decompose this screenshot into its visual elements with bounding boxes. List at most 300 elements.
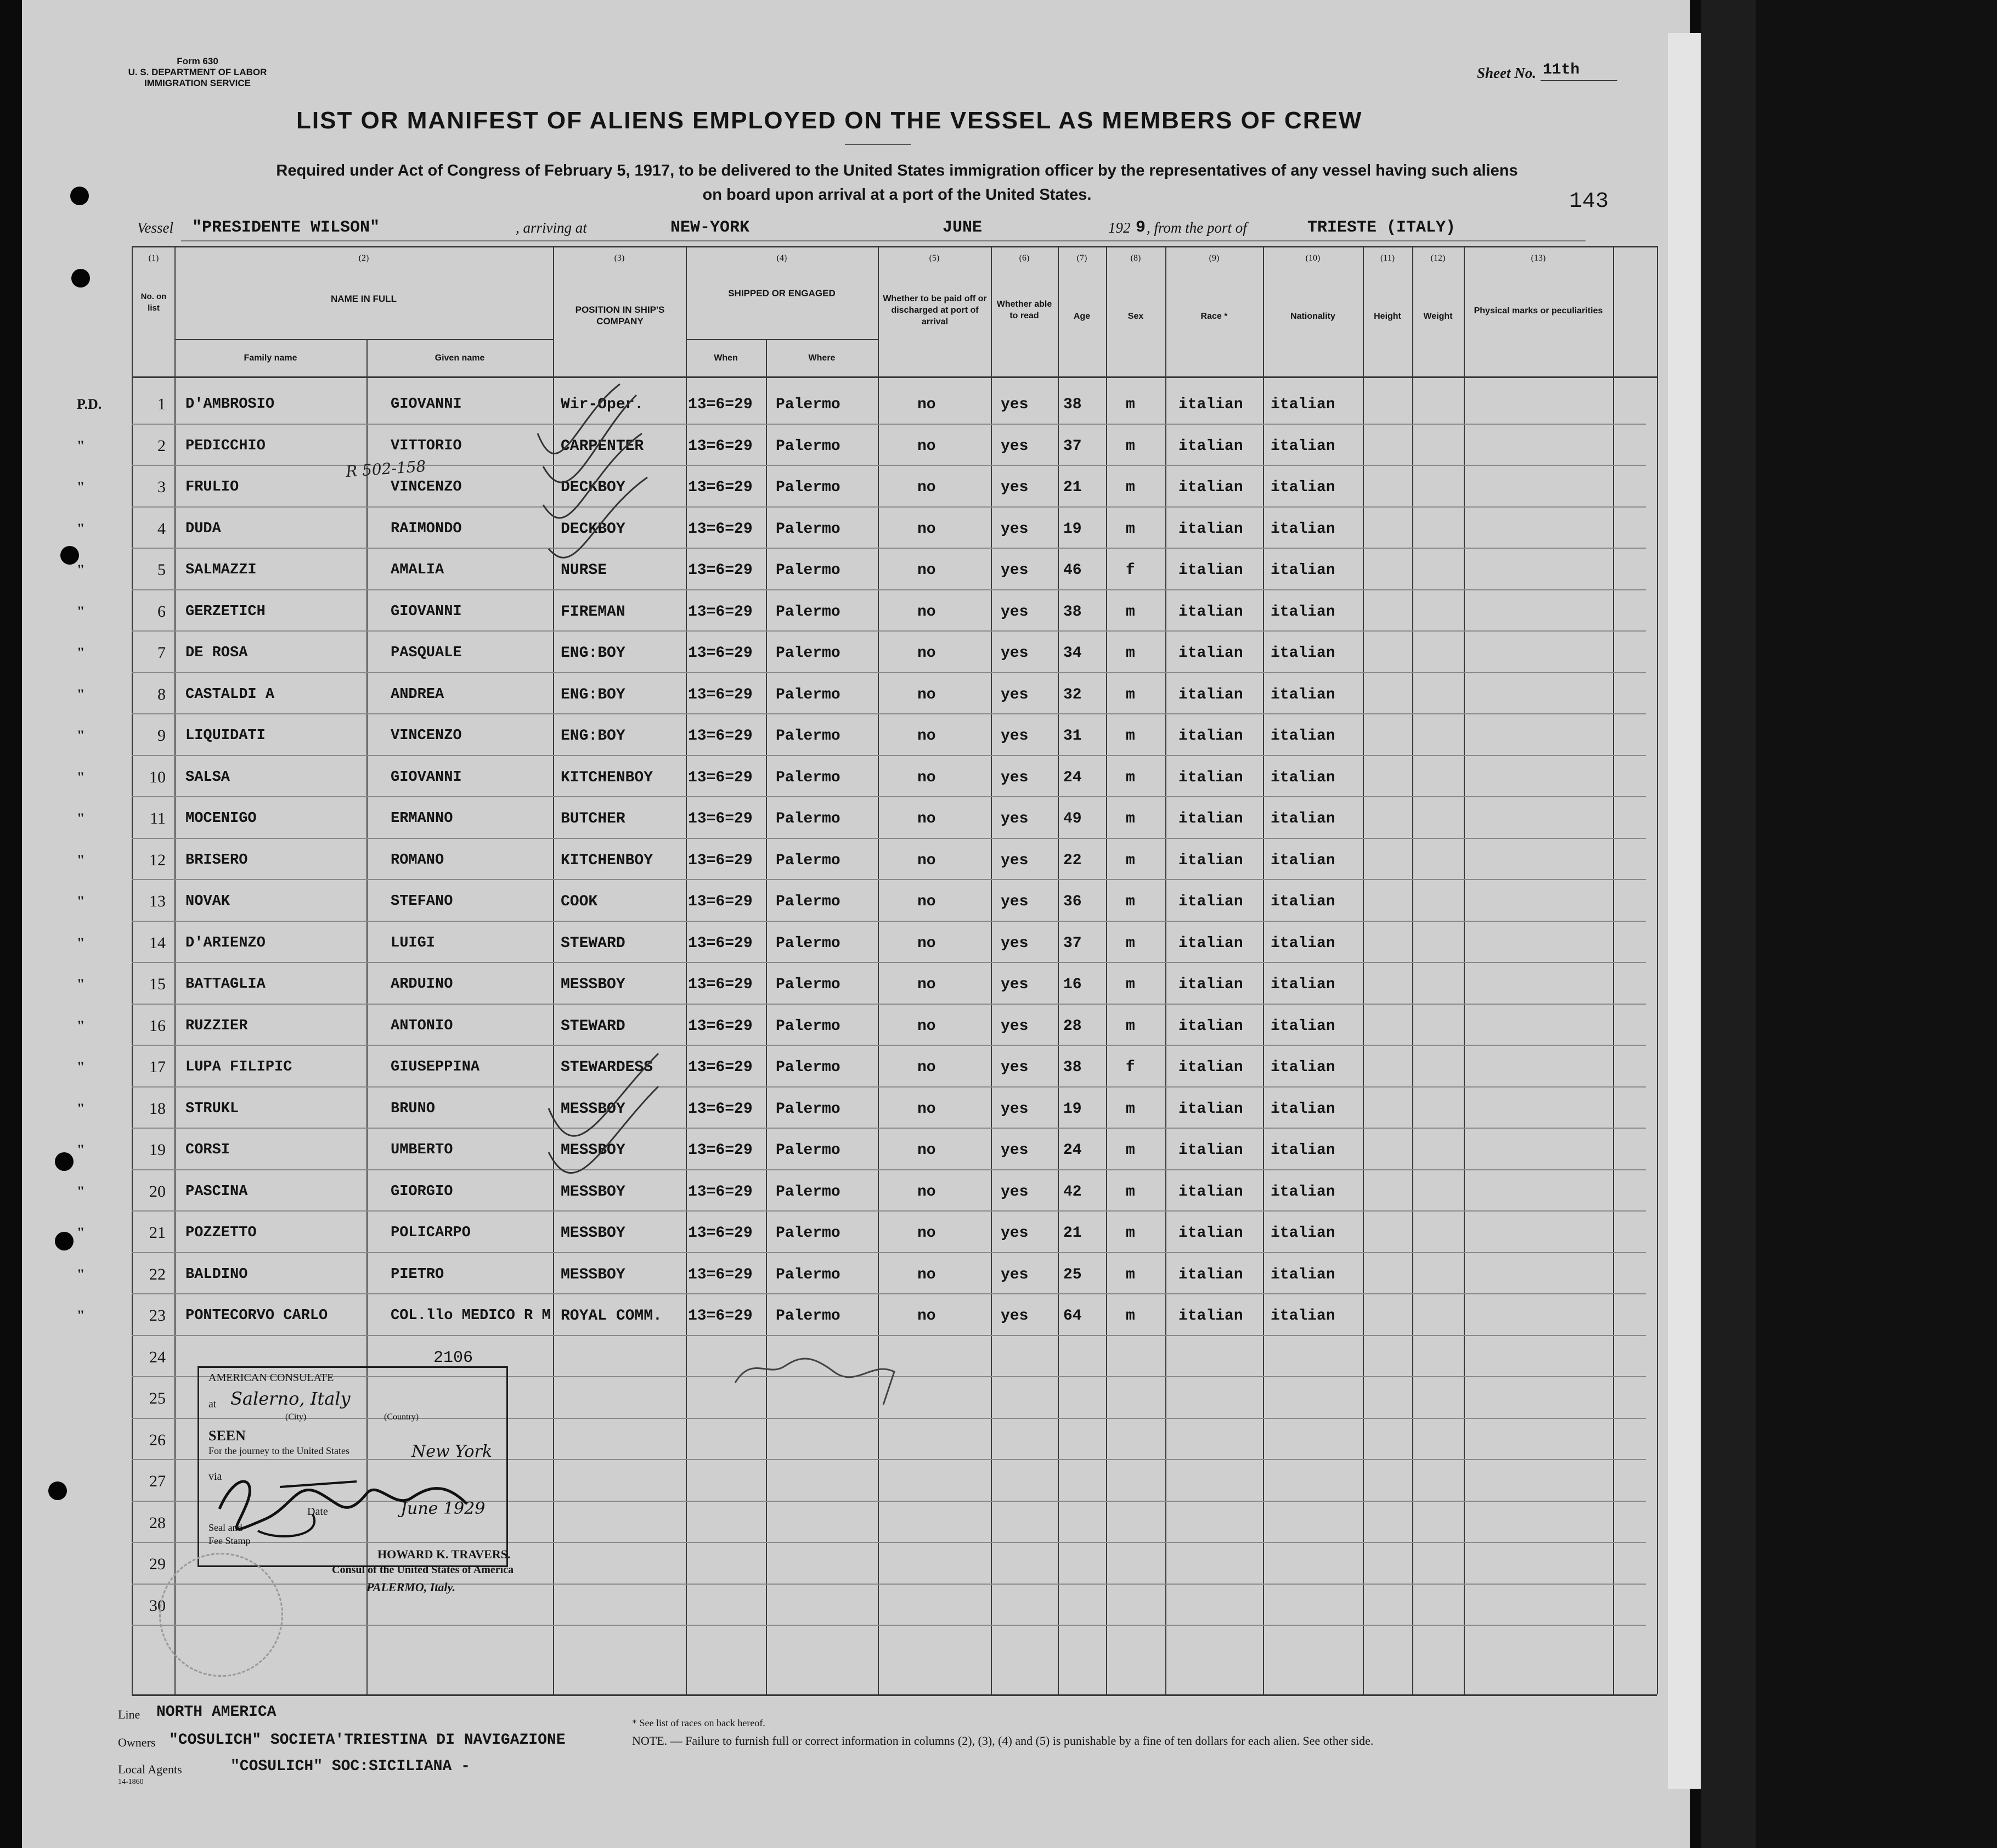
col-divider [1613, 246, 1614, 1694]
cell-sex: m [1126, 1225, 1135, 1242]
cell-where: Palermo [776, 1266, 840, 1283]
cell-family: RUZZIER [185, 1017, 248, 1034]
cell-family: DE ROSA [185, 645, 248, 661]
row-divider [132, 424, 1646, 425]
page-number: 143 [1569, 189, 1609, 214]
header-name-in-full: NAME IN FULL [331, 294, 397, 304]
agents-value: "COSULICH" SOC:SICILIANA - [230, 1758, 470, 1775]
row-margin-mark: " [77, 686, 85, 702]
cell-nationality: italian [1271, 1308, 1335, 1325]
cell-sex: m [1126, 686, 1135, 703]
cell-position: ENG:BOY [561, 728, 625, 745]
row-margin-mark: " [77, 1059, 85, 1075]
cell-paid: no [917, 603, 936, 621]
cell-when: 13=6=29 [688, 1017, 753, 1035]
row-margin-mark: " [77, 893, 85, 909]
cell-given: VITTORIO [391, 437, 462, 454]
row-divider [132, 838, 1646, 839]
cell-nationality: italian [1271, 976, 1335, 993]
cell-age: 24 [1063, 769, 1082, 786]
sheet-number-value: 11th [1543, 61, 1580, 78]
table-top-border [132, 246, 1657, 247]
row-divider [132, 1335, 1646, 1336]
cell-family: LIQUIDATI [185, 728, 266, 744]
cell-sex: m [1126, 769, 1135, 786]
form-number: Form 630 [177, 56, 218, 66]
cell-race: italian [1178, 1142, 1243, 1159]
cell-sex: m [1126, 1266, 1135, 1283]
cell-race: italian [1178, 810, 1243, 827]
cell-sex: m [1126, 728, 1135, 745]
cell-given: VINCENZO [391, 479, 462, 495]
col-number: (2) [358, 253, 369, 263]
row-divider [132, 506, 1646, 508]
col-number: (9) [1209, 253, 1220, 263]
row-number: 28 [149, 1513, 166, 1532]
cell-given: STEFANO [391, 893, 453, 910]
cell-when: 13=6=29 [688, 852, 753, 869]
header-able-to-read: Whether able to read [996, 300, 1052, 320]
row-margin-mark: " [77, 603, 85, 619]
cell-paid: no [917, 396, 936, 413]
row-number: 1 [157, 395, 166, 413]
cell-position: ENG:BOY [561, 645, 625, 662]
cell-age: 19 [1063, 520, 1082, 538]
year-label: 192 [1108, 219, 1131, 236]
cell-age: 46 [1063, 562, 1082, 579]
cell-nationality: italian [1271, 1142, 1335, 1159]
cell-age: 34 [1063, 645, 1082, 662]
row-margin-mark: " [77, 1183, 85, 1199]
row-divider [132, 1293, 1646, 1294]
cell-paid: no [917, 686, 936, 703]
cell-family: CASTALDI A [185, 686, 275, 703]
col-divider [1464, 246, 1465, 1694]
row-margin-mark: " [77, 1142, 85, 1158]
cell-nationality: italian [1271, 1266, 1335, 1283]
stamp-journey-value: New York [411, 1442, 492, 1461]
cell-nationality: italian [1271, 437, 1335, 455]
cell-sex: m [1126, 1142, 1135, 1159]
cell-position: CARPENTER [561, 437, 644, 455]
row-margin-mark: " [77, 1017, 85, 1034]
cell-sex: m [1126, 1308, 1135, 1325]
cell-race: italian [1178, 893, 1243, 910]
cell-race: italian [1178, 396, 1243, 413]
row-divider [132, 1169, 1646, 1170]
cell-paid: no [917, 479, 936, 496]
cell-age: 24 [1063, 1142, 1082, 1159]
col-number: (6) [1019, 253, 1030, 263]
cell-read: yes [1001, 645, 1029, 662]
embossed-seal [159, 1553, 283, 1677]
sheet-number-underline [1541, 80, 1617, 81]
cell-when: 13=6=29 [688, 810, 753, 827]
cell-nationality: italian [1271, 479, 1335, 496]
cell-sex: m [1126, 437, 1135, 455]
agents-label: Local Agents [118, 1762, 182, 1776]
cell-age: 42 [1063, 1183, 1082, 1201]
cell-age: 19 [1063, 1100, 1082, 1118]
cell-read: yes [1001, 437, 1029, 455]
arrival-month: JUNE [943, 218, 983, 237]
cell-family: DUDA [185, 520, 221, 537]
row-divider [132, 921, 1646, 922]
check-marks [527, 351, 691, 1251]
header-weight: Weight [1423, 312, 1453, 321]
cell-race: italian [1178, 645, 1243, 662]
row-number: 23 [149, 1306, 166, 1325]
cell-read: yes [1001, 769, 1029, 786]
cell-read: yes [1001, 1183, 1029, 1201]
consul-name: HOWARD K. TRAVERS. [377, 1547, 511, 1561]
row-divider [132, 1584, 1646, 1585]
cell-when: 13=6=29 [688, 1308, 753, 1325]
row-margin-mark: " [77, 810, 85, 826]
cell-when: 13=6=29 [688, 934, 753, 952]
cell-position: MESSBOY [561, 976, 625, 993]
cell-position: MESSBOY [561, 1142, 625, 1159]
cell-paid: no [917, 976, 936, 993]
col-divider [1657, 246, 1658, 1694]
arriving-port: NEW-YORK [670, 218, 750, 237]
cell-age: 25 [1063, 1266, 1082, 1283]
cell-age: 16 [1063, 976, 1082, 993]
cell-when: 13=6=29 [688, 1225, 753, 1242]
cell-read: yes [1001, 728, 1029, 745]
cell-where: Palermo [776, 852, 840, 869]
stamp-country-label: (Country) [384, 1412, 419, 1422]
cell-read: yes [1001, 1100, 1029, 1118]
stamp-seal-label: Seal and [208, 1522, 242, 1533]
row-divider [132, 713, 1646, 714]
cell-given: ROMANO [391, 852, 444, 869]
row-divider [132, 1625, 1646, 1626]
binder-hole [48, 1481, 67, 1500]
col-divider [1058, 246, 1059, 1694]
cell-position: KITCHENBOY [561, 769, 653, 786]
cell-race: italian [1178, 934, 1243, 952]
fine-note: NOTE. — Failure to furnish full or correct information in columns (2), (3), (4) and (5) is punishable by a fine of ten dollars for each alien. See other side. [632, 1734, 1374, 1748]
cell-race: italian [1178, 1308, 1243, 1325]
cell-given: GIORGIO [391, 1183, 453, 1200]
cell-nationality: italian [1271, 686, 1335, 703]
cell-where: Palermo [776, 479, 840, 496]
header-paid-off: Whether to be paid off or discharged at port of arrival [883, 294, 987, 326]
stamp-at-label: at [208, 1398, 217, 1410]
cell-race: italian [1178, 976, 1243, 993]
cell-family: MOCENIGO [185, 810, 257, 827]
cell-age: 28 [1063, 1017, 1082, 1035]
cell-where: Palermo [776, 893, 840, 910]
stamp-number: 2106 [433, 1349, 473, 1367]
header-no-on-list: No. on list [140, 292, 167, 313]
cell-race: italian [1178, 769, 1243, 786]
col-number: (8) [1130, 253, 1141, 263]
cell-where: Palermo [776, 645, 840, 662]
cell-where: Palermo [776, 1225, 840, 1242]
cell-paid: no [917, 810, 936, 827]
cell-race: italian [1178, 437, 1243, 455]
cell-sex: m [1126, 1100, 1135, 1118]
cell-read: yes [1001, 934, 1029, 952]
col-divider [132, 246, 133, 1694]
cell-race: italian [1178, 562, 1243, 579]
cell-read: yes [1001, 1308, 1029, 1325]
cell-where: Palermo [776, 520, 840, 538]
cell-sex: m [1126, 1017, 1135, 1035]
cell-when: 13=6=29 [688, 1059, 753, 1076]
header-given-name: Given name [435, 353, 485, 363]
cell-race: italian [1178, 728, 1243, 745]
row-divider [132, 755, 1646, 756]
cell-paid: no [917, 1059, 936, 1076]
cell-when: 13=6=29 [688, 769, 753, 786]
cell-age: 49 [1063, 810, 1082, 827]
adjacent-page-edge [1668, 33, 1701, 1789]
form-code: 14-1860 [118, 1778, 144, 1786]
binder-hole [71, 269, 90, 288]
cell-read: yes [1001, 603, 1029, 621]
row-margin-mark: " [77, 852, 85, 868]
cell-age: 31 [1063, 728, 1082, 745]
cell-race: italian [1178, 1017, 1243, 1035]
stamp-journey-label: For the journey to the United States [208, 1445, 349, 1456]
cell-sex: m [1126, 976, 1135, 993]
arriving-label: , arriving at [516, 219, 587, 236]
cell-race: italian [1178, 479, 1243, 496]
cell-when: 13=6=29 [688, 479, 753, 496]
col-divider [1106, 246, 1107, 1694]
cell-position: KITCHENBOY [561, 852, 653, 869]
row-number: 29 [149, 1555, 166, 1573]
row-margin-mark: " [77, 1100, 85, 1117]
cell-paid: no [917, 645, 936, 662]
from-port-label: , from the port of [1147, 219, 1247, 236]
cell-when: 13=6=29 [688, 562, 753, 579]
cell-age: 37 [1063, 934, 1082, 952]
cell-where: Palermo [776, 1059, 840, 1076]
binder-hole [55, 1152, 74, 1171]
cell-paid: no [917, 852, 936, 869]
cell-when: 13=6=29 [688, 603, 753, 621]
col-divider [1363, 246, 1364, 1694]
vessel-line-underline [181, 240, 1586, 241]
year-value: 9 [1136, 218, 1146, 237]
row-number: 13 [149, 892, 166, 910]
cell-paid: no [917, 1266, 936, 1283]
cell-sex: m [1126, 645, 1135, 662]
cell-read: yes [1001, 479, 1029, 496]
header-height: Height [1374, 312, 1401, 321]
cell-nationality: italian [1271, 934, 1335, 952]
cell-given: RAIMONDO [391, 520, 462, 537]
row-number: 14 [149, 933, 166, 952]
row-margin-mark: " [77, 520, 85, 537]
cell-age: 21 [1063, 1225, 1082, 1242]
header-subdivider-shipped [686, 339, 878, 340]
cell-when: 13=6=29 [688, 645, 753, 662]
row-number: 25 [149, 1389, 166, 1407]
row-margin-mark: " [77, 437, 85, 454]
col-number: (11) [1380, 253, 1395, 263]
cell-paid: no [917, 728, 936, 745]
stamp-heading: AMERICAN CONSULATE [208, 1372, 334, 1384]
cell-where: Palermo [776, 810, 840, 827]
cell-given: COL.llo MEDICO R M [391, 1308, 551, 1324]
cell-nationality: italian [1271, 396, 1335, 413]
owners-label: Owners [118, 1736, 156, 1749]
cell-position: BUTCHER [561, 810, 625, 827]
cell-read: yes [1001, 1059, 1029, 1076]
cell-sex: m [1126, 396, 1135, 413]
cell-nationality: italian [1271, 1017, 1335, 1035]
cell-paid: no [917, 893, 936, 910]
cell-nationality: italian [1271, 1100, 1335, 1118]
header-when: When [714, 353, 738, 363]
cell-age: 38 [1063, 1059, 1082, 1076]
cell-given: POLICARPO [391, 1225, 471, 1241]
row-number: 5 [157, 561, 166, 579]
cell-age: 22 [1063, 852, 1082, 869]
cell-sex: m [1126, 520, 1135, 538]
row-number: 2 [157, 436, 166, 455]
cell-paid: no [917, 934, 936, 952]
header-physical-marks: Physical marks or peculiarities [1474, 306, 1603, 315]
cell-age: 21 [1063, 479, 1082, 496]
col-divider [1412, 246, 1413, 1694]
cell-where: Palermo [776, 1308, 840, 1325]
cell-where: Palermo [776, 934, 840, 952]
header-sex: Sex [1127, 312, 1144, 321]
line-label: Line [118, 1708, 140, 1721]
cell-read: yes [1001, 562, 1029, 579]
cell-nationality: italian [1271, 893, 1335, 910]
cell-nationality: italian [1271, 562, 1335, 579]
cell-family: POZZETTO [185, 1225, 257, 1241]
vessel-name: "PRESIDENTE WILSON" [192, 218, 380, 237]
from-port-value: TRIESTE (ITALY) [1307, 218, 1456, 237]
col-divider [174, 246, 176, 1694]
row-margin-mark: " [77, 1308, 85, 1323]
cell-where: Palermo [776, 686, 840, 703]
cell-paid: no [917, 1183, 936, 1201]
cell-paid: no [917, 1142, 936, 1159]
cell-read: yes [1001, 1225, 1029, 1242]
cell-where: Palermo [776, 1100, 840, 1118]
cell-read: yes [1001, 810, 1029, 827]
row-number: 7 [157, 644, 166, 662]
subtitle-line-2: on board upon arrival at a port of the United States. [702, 186, 1092, 204]
cell-paid: no [917, 520, 936, 538]
table-bottom-border [132, 1694, 1657, 1696]
cell-family: BATTAGLIA [185, 976, 266, 993]
cell-position: MESSBOY [561, 1266, 625, 1283]
handwritten-initials [730, 1344, 905, 1416]
cell-position: NURSE [561, 562, 607, 579]
cell-paid: no [917, 1308, 936, 1325]
cell-read: yes [1001, 396, 1029, 413]
row-number: 17 [149, 1058, 166, 1076]
cell-given: ERMANNO [391, 810, 453, 827]
row-number: 11 [150, 809, 166, 827]
row-divider [132, 1045, 1646, 1046]
cell-family: SALSA [185, 769, 230, 786]
cell-nationality: italian [1271, 852, 1335, 869]
cell-where: Palermo [776, 1183, 840, 1201]
row-margin-mark: " [77, 934, 85, 951]
cell-read: yes [1001, 686, 1029, 703]
row-number: 9 [157, 726, 166, 745]
col-divider [766, 339, 767, 1694]
cell-race: italian [1178, 520, 1243, 538]
col-number: (10) [1305, 253, 1321, 263]
col-number: (5) [929, 253, 940, 263]
line-value: NORTH AMERICA [156, 1704, 277, 1721]
cell-read: yes [1001, 852, 1029, 869]
stamp-via-label: via [208, 1470, 222, 1483]
row-number: 21 [149, 1224, 166, 1242]
cell-given: GIUSEPPINA [391, 1059, 480, 1075]
cell-family: BALDINO [185, 1266, 248, 1283]
col-divider [991, 246, 992, 1694]
cell-age: 38 [1063, 603, 1082, 621]
cell-paid: no [917, 769, 936, 786]
binder-hole [70, 187, 89, 205]
cell-when: 13=6=29 [688, 396, 753, 413]
consul-place: PALERMO, Italy. [366, 1580, 455, 1594]
stamp-date-label: Date [307, 1506, 328, 1518]
cell-position: ROYAL COMM. [561, 1308, 662, 1325]
cell-when: 13=6=29 [688, 728, 753, 745]
cell-where: Palermo [776, 1142, 840, 1159]
cell-when: 13=6=29 [688, 520, 753, 538]
row-number: 10 [149, 768, 166, 786]
col-number: (7) [1076, 253, 1087, 263]
cell-family: LUPA FILIPIC [185, 1059, 292, 1075]
col-number: (3) [614, 253, 625, 263]
cell-where: Palermo [776, 562, 840, 579]
cell-family: PONTECORVO CARLO [185, 1308, 328, 1324]
cell-paid: no [917, 1100, 936, 1118]
col-number: (4) [776, 253, 787, 263]
cell-given: VINCENZO [391, 728, 462, 744]
row-margin-mark: " [77, 728, 85, 743]
header-nationality: Nationality [1290, 312, 1335, 321]
cell-family: STRUKL [185, 1100, 239, 1117]
cell-when: 13=6=29 [688, 1100, 753, 1118]
cell-when: 13=6=29 [688, 1266, 753, 1283]
cell-read: yes [1001, 1017, 1029, 1035]
cell-nationality: italian [1271, 1225, 1335, 1242]
row-number: 20 [149, 1182, 166, 1201]
cell-given: PASQUALE [391, 645, 462, 661]
col-divider [1263, 246, 1264, 1694]
cell-sex: m [1126, 603, 1135, 621]
col-number: (12) [1430, 253, 1446, 263]
row-number: 26 [149, 1430, 166, 1449]
cell-family: PEDICCHIO [185, 437, 266, 454]
cell-read: yes [1001, 1266, 1029, 1283]
cell-position: MESSBOY [561, 1183, 625, 1201]
row-margin-mark: " [77, 1266, 85, 1282]
cell-race: italian [1178, 1100, 1243, 1118]
cell-where: Palermo [776, 437, 840, 455]
row-divider [132, 1210, 1646, 1212]
races-note: * See list of races on back hereof. [632, 1717, 765, 1728]
binder-hole [55, 1232, 74, 1250]
col-divider [878, 246, 879, 1694]
